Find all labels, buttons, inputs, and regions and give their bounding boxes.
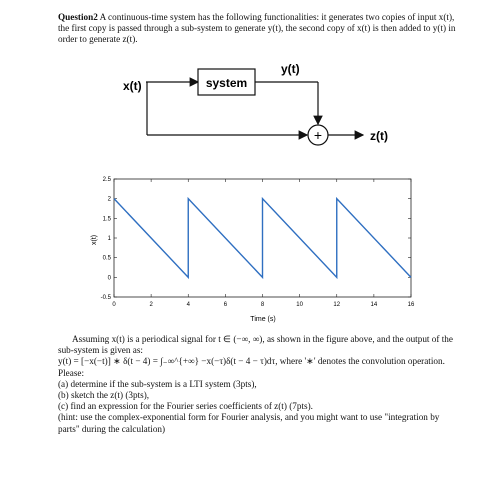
question-intro-text: A continuous-time system has the following functionalities: it generates two copies of input x(t), the first copy is passed through a sub-system to generate y(t), the second copy of x(t) is then added to y(t) in order to generate z(t). <box>58 12 456 45</box>
x-tick-label: 8 <box>260 302 265 308</box>
part-c: (c) find an expression for the Fourier series coefficients of z(t) (7pts). <box>58 401 313 412</box>
x-tick-label: 12 <box>333 302 341 308</box>
x-tick-label: 0 <box>112 302 116 308</box>
body-line1: Assuming x(t) is a periodical signal for t ∈ (−∞, ∞), as shown in the figure above, and the output of the sub-system is given as: <box>58 334 453 356</box>
x-tick-label: 16 <box>407 302 415 308</box>
y-tick-label: 0 <box>107 275 111 282</box>
hint: (hint: use the complex-exponential form for Fourier analysis, and you might want to use "integration by parts" during the calculation) <box>58 412 440 434</box>
part-a: (a) determine if the sub-system is a LTI system (3pts), <box>58 378 257 389</box>
x-tick-label: 14 <box>370 302 378 308</box>
x-tick-label: 2 <box>149 302 153 308</box>
chart-xlabel: Time (s) <box>250 316 276 323</box>
block-diagram <box>0 0 503 160</box>
y-tick-label: 1 <box>107 236 111 242</box>
y-tick-label: 2.5 <box>102 177 111 183</box>
signal-chart <box>0 170 503 325</box>
y-tick-label: 0.5 <box>102 255 111 262</box>
question-number: Question2 <box>58 12 98 22</box>
system-label: system <box>205 76 248 90</box>
y-tick-label: -0.5 <box>100 295 111 301</box>
problem-body <box>58 334 458 435</box>
y-tick-label: 2 <box>107 196 111 203</box>
body-equation: y(t) = [−x(−t)] ∗ δ(t − 4) = ∫₋∞^{+∞} −x(−τ)δ(t − 4 − τ)dτ, where '∗' denotes the convolution operation. Please: <box>58 356 445 378</box>
x-tick-label: 10 <box>296 302 303 308</box>
part-b: (b) sketch the z(t) (3pts), <box>58 390 150 401</box>
x-tick-label: 4 <box>186 302 190 308</box>
x-tick-label: 6 <box>223 302 228 308</box>
input-label: x(t) <box>123 79 142 93</box>
subsystem-output-label: y(t) <box>281 62 300 76</box>
adder-symbol: + <box>313 127 323 143</box>
chart-ylabel: x(t) <box>91 234 98 246</box>
output-label: z(t) <box>370 129 388 143</box>
y-tick-label: 1.5 <box>102 216 111 223</box>
